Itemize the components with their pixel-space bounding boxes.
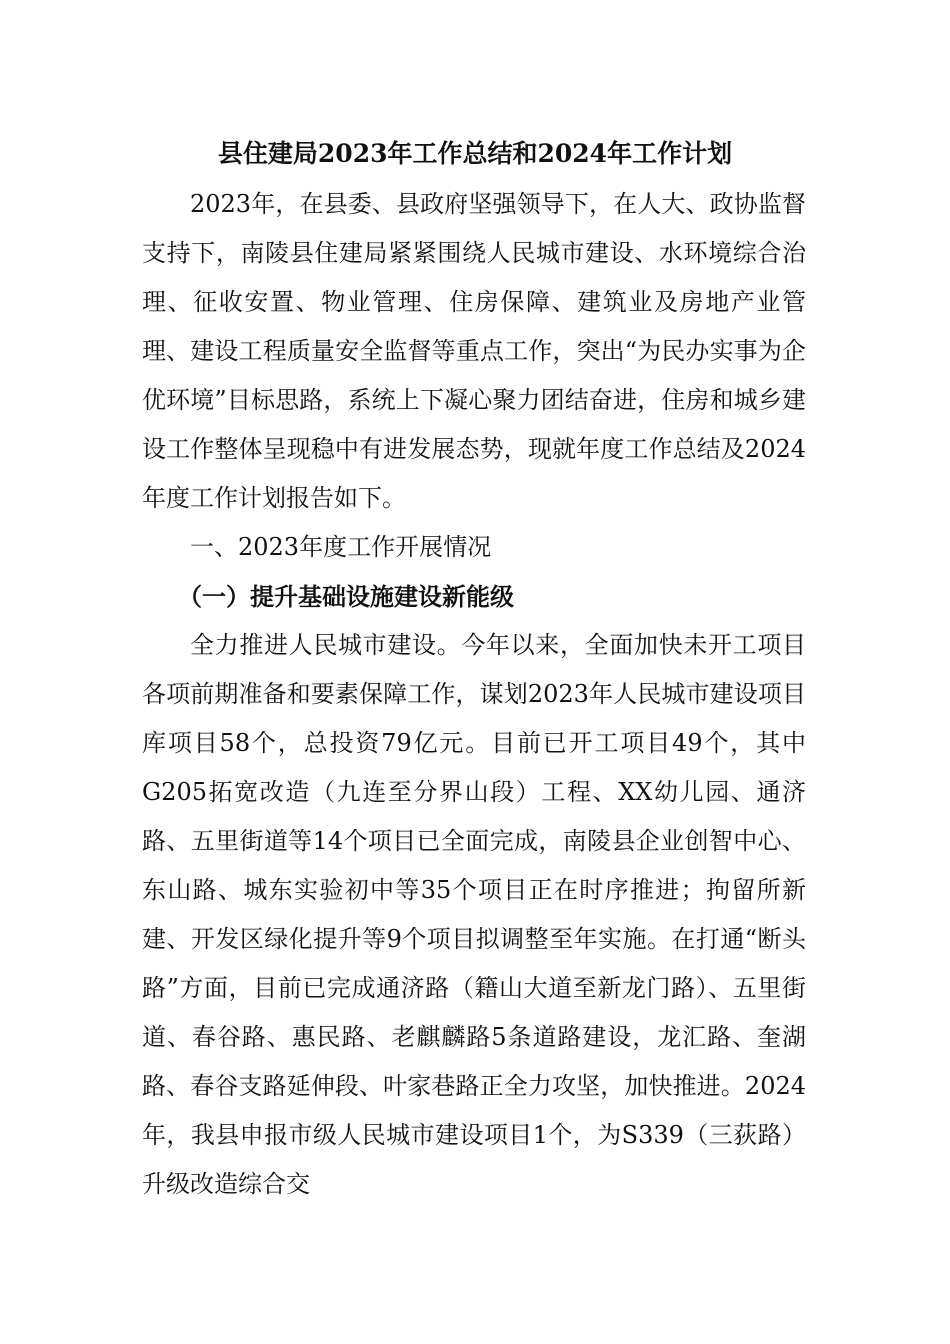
- intro-paragraph: 2023年，在县委、县政府坚强领导下，在人大、政协监督支持下，南陵县住建局紧紧围绕人民城市建设、水环境综合治理、征收安置、物业管理、住房保障、建筑业及房地产业管理、建设工程质量安全监督等重点工作，突出“为民办实事为企优环境”目标思路，系统上下凝心聚力团结奋进，住房和城乡建设工作整体呈现稳中有进发展态势，现就年度工作总结及2024年度工作计划报告如下。: [142, 190, 806, 512]
- subsection-heading: （一）提升基础设施建设新能级: [178, 582, 514, 611]
- document-body: [142, 180, 806, 1209]
- body-paragraph: 全力推进人民城市建设。今年以来，全面加快未开工项目各项前期准备和要素保障工作，谋划2023年人民城市建设项目库项目58个，总投资79亿元。目前已开工项目49个，其中G205拓宽改造（九连至分界山段）工程、XX幼儿园、通济路、五里街道等14个项目已全面完成，南陵县企业创智中心、东山路、城东实验初中等35个项目正在时序推进；拘留所新建、开发区绿化提升等9个项目拟调整至年实施。在打通“断头路”方面，目前已完成通济路（籍山大道至新龙门路）、五里街道、春谷路、惠民路、老麒麟路5条道路建设，龙汇路、奎湖路、春谷支路延伸段、叶家巷路正全力攻坚，加快推进。2024年，我县申报市级人民城市建设项目1个，为S339（三荻路）升级改造综合交: [142, 631, 806, 1198]
- section-heading: 一、2023年度工作开展情况: [190, 533, 492, 561]
- document-title: 县住建局2023年工作总结和2024年工作计划: [217, 139, 733, 168]
